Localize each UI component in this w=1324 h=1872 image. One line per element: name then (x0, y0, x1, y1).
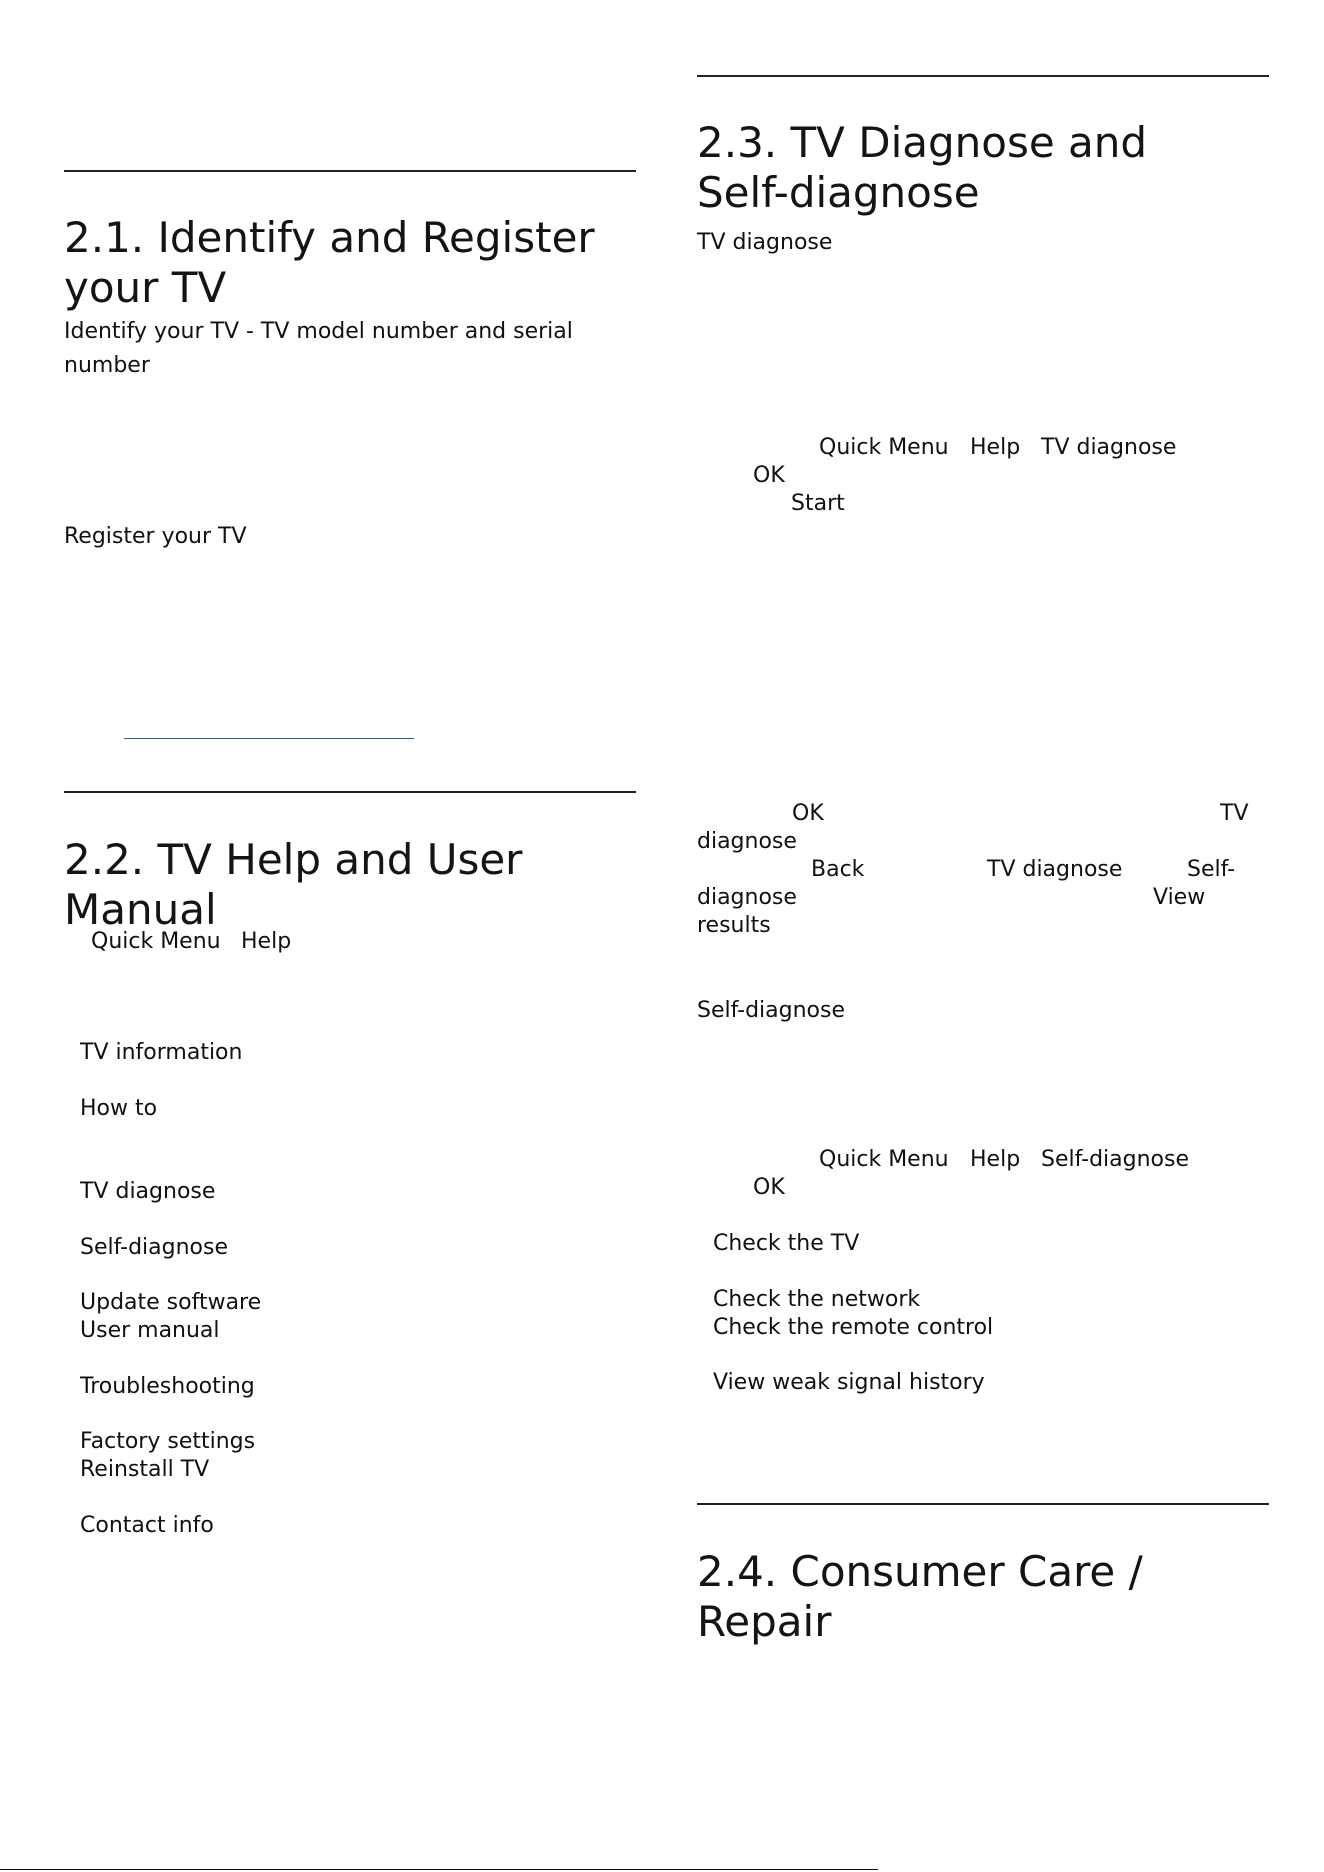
check-item-weak-signal-history: View weak signal history (713, 1370, 985, 1395)
subheading-self-diagnose: Self-diagnose (697, 998, 846, 1023)
divider-2-2 (64, 791, 636, 793)
result-diagnose: diagnose (697, 829, 797, 854)
step1-tv-diagnose: TV diagnose (1041, 435, 1177, 460)
result-diagnose-2: diagnose (697, 885, 797, 910)
footer-line (0, 1869, 878, 1870)
help-item-user-manual: User manual (80, 1318, 220, 1343)
divider-2-4 (697, 1503, 1269, 1505)
subheading-register-tv: Register your TV (64, 524, 247, 549)
step2-ok: OK (753, 1175, 785, 1200)
heading-2-3: 2.3. TV Diagnose and Self-diagnose (697, 118, 1148, 217)
check-item-tv: Check the TV (713, 1231, 860, 1256)
help-item-reinstall-tv: Reinstall TV (80, 1457, 210, 1482)
help-item-tv-information: TV information (80, 1040, 243, 1065)
result-view: View (1153, 885, 1206, 910)
heading-2-2: 2.2. TV Help and User Manual (64, 835, 523, 934)
step2-help: Help (970, 1147, 1021, 1172)
result-back: Back (811, 857, 865, 882)
help-item-factory-settings: Factory settings (80, 1429, 256, 1454)
step2-self-diagnose: Self-diagnose (1041, 1147, 1190, 1172)
result-self: Self- (1187, 857, 1236, 882)
path-help: Help (241, 929, 292, 954)
check-item-remote-control: Check the remote control (713, 1315, 994, 1340)
register-link-underline[interactable] (124, 738, 414, 739)
heading-2-1: 2.1. Identify and Register your TV (64, 213, 595, 312)
result-results: results (697, 913, 771, 938)
path-quick-menu: Quick Menu (91, 929, 221, 954)
check-item-network: Check the network (713, 1287, 921, 1312)
step1-start: Start (791, 491, 845, 516)
step1-quick-menu: Quick Menu (819, 435, 949, 460)
help-item-tv-diagnose: TV diagnose (80, 1179, 216, 1204)
help-item-how-to: How to (80, 1096, 158, 1121)
result-tv-diagnose: TV diagnose (987, 857, 1123, 882)
help-item-update-software: Update software (80, 1290, 262, 1315)
divider-2-1 (64, 170, 636, 172)
subheading-identify-tv: Identify your TV - TV model number and serial number (64, 319, 573, 378)
help-item-troubleshooting: Troubleshooting (80, 1374, 255, 1399)
help-item-contact-info: Contact info (80, 1513, 214, 1538)
result-tv: TV (1220, 801, 1249, 826)
step1-help: Help (970, 435, 1021, 460)
heading-2-4: 2.4. Consumer Care / Repair (697, 1547, 1143, 1646)
step2-quick-menu: Quick Menu (819, 1147, 949, 1172)
step1-ok: OK (753, 463, 785, 488)
divider-2-3 (697, 75, 1269, 77)
result-ok: OK (792, 801, 824, 826)
subheading-tv-diagnose: TV diagnose (697, 230, 833, 255)
help-item-self-diagnose: Self-diagnose (80, 1235, 229, 1260)
